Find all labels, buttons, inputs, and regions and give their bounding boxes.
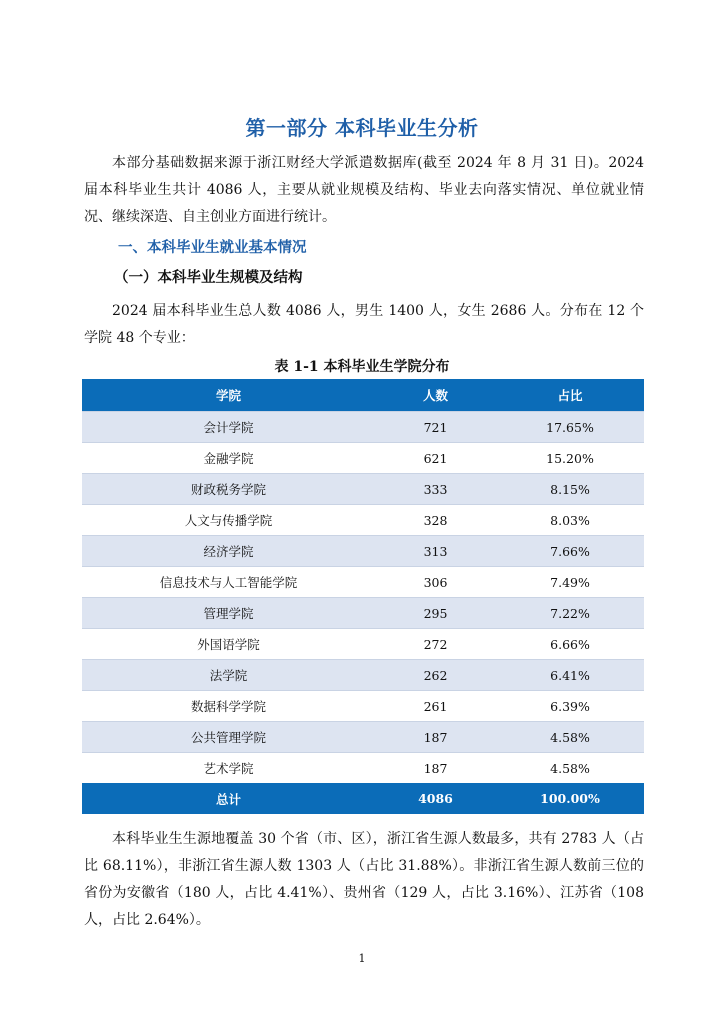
total-share: 100.00%: [496, 783, 644, 814]
cell-college: 经济学院: [82, 536, 375, 567]
cell-share: 8.15%: [496, 474, 644, 505]
total-label: 总计: [82, 783, 375, 814]
table-row: [82, 753, 644, 784]
table-caption: 表 1-1 本科毕业生学院分布: [274, 359, 450, 375]
cell-share: 6.39%: [496, 691, 644, 722]
cell-share: 15.20%: [496, 443, 644, 474]
cell-college: 外国语学院: [82, 629, 375, 660]
cell-college: 法学院: [82, 660, 375, 691]
cell-college: 会计学院: [82, 412, 375, 443]
cell-count: 621: [375, 443, 496, 474]
cell-count: 306: [375, 567, 496, 598]
cell-college: 财政税务学院: [82, 474, 375, 505]
cell-share: 4.58%: [496, 722, 644, 753]
cell-count: 261: [375, 691, 496, 722]
cell-college: 艺术学院: [82, 753, 375, 784]
table-row: [82, 660, 644, 691]
sub-heading: （一）本科毕业生规模及结构: [114, 269, 303, 286]
cell-count: 333: [375, 474, 496, 505]
cell-count: 328: [375, 505, 496, 536]
header-college: 学院: [82, 379, 375, 412]
table-row: [82, 536, 644, 567]
cell-count: 187: [375, 753, 496, 784]
cell-share: 7.49%: [496, 567, 644, 598]
table-row: [82, 629, 644, 660]
cell-count: 262: [375, 660, 496, 691]
section-heading: 一、本科毕业生就业基本情况: [118, 239, 307, 256]
table-total-row: [82, 783, 644, 814]
cell-count: 313: [375, 536, 496, 567]
table-row: [82, 567, 644, 598]
header-share: 占比: [496, 379, 644, 412]
cell-share: 17.65%: [496, 412, 644, 443]
header-count: 人数: [375, 379, 496, 412]
cell-share: 6.41%: [496, 660, 644, 691]
total-count: 4086: [375, 783, 496, 814]
cell-count: 272: [375, 629, 496, 660]
cell-count: 187: [375, 722, 496, 753]
table-row: [82, 722, 644, 753]
table-row: [82, 505, 644, 536]
cell-count: 295: [375, 598, 496, 629]
table-row: [82, 412, 644, 443]
cell-college: 管理学院: [82, 598, 375, 629]
table-row: [82, 598, 644, 629]
cell-share: 7.66%: [496, 536, 644, 567]
cell-college: 金融学院: [82, 443, 375, 474]
table-row: [82, 443, 644, 474]
scale-paragraph: 2024 届本科毕业生总人数 4086 人，男生 1400 人，女生 2686 人。分布在 12 个学院 48 个专业：: [84, 303, 644, 346]
page-number: 1: [358, 952, 366, 965]
page-title: 第一部分 本科毕业生分析: [245, 116, 479, 140]
cell-college: 人文与传播学院: [82, 505, 375, 536]
table-row: [82, 474, 644, 505]
cell-share: 7.22%: [496, 598, 644, 629]
cell-share: 4.58%: [496, 753, 644, 784]
origin-paragraph: 本科毕业生生源地覆盖 30 个省（市、区），浙江省生源人数最多，共有 2783 人（占比 68.11%），非浙江省生源人数 1303 人（占比 31.88%）。非浙江省生源人数前三位的省份为安徽省（180 人，占比 4.41%）、贵州省（129 人，占比 3.16%）、江苏省（108 人，占比 2.64%）。: [84, 831, 644, 928]
cell-college: 信息技术与人工智能学院: [82, 567, 375, 598]
cell-count: 721: [375, 412, 496, 443]
cell-college: 数据科学学院: [82, 691, 375, 722]
cell-college: 公共管理学院: [82, 722, 375, 753]
intro-paragraph: 本部分基础数据来源于浙江财经大学派遣数据库(截至 2024 年 8 月 31 日)。2024 届本科毕业生共计 4086 人，主要从就业规模及结构、毕业去向落实情况、单位就业情况、继续深造、自主创业方面进行统计。: [84, 155, 644, 225]
cell-share: 6.66%: [496, 629, 644, 660]
table-row: [82, 691, 644, 722]
table-header-row: [82, 379, 644, 412]
college-distribution-table: [82, 379, 644, 814]
cell-share: 8.03%: [496, 505, 644, 536]
